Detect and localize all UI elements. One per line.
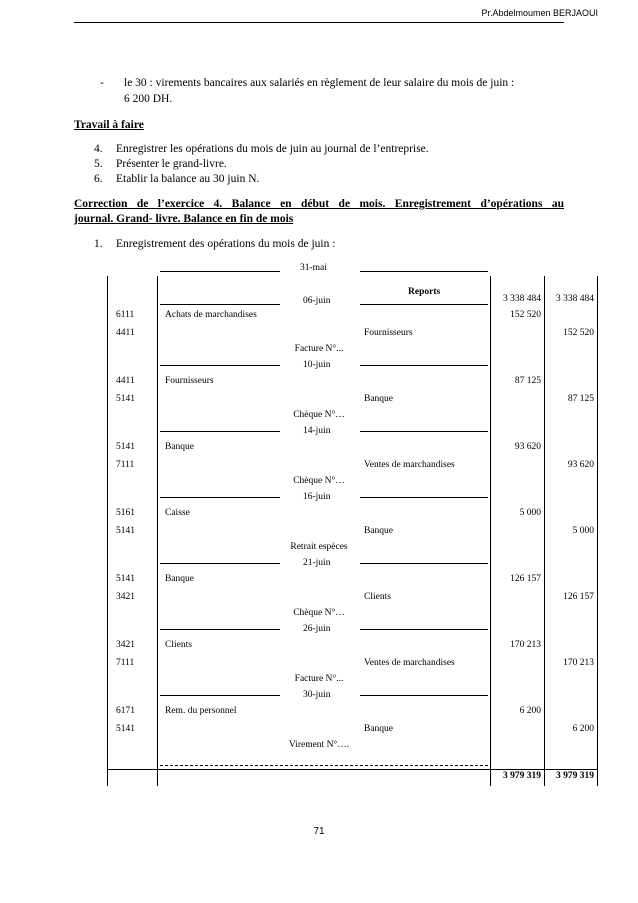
travail-item-number: 4. xyxy=(94,143,103,155)
credit-account-number: 5141 xyxy=(116,526,135,536)
credit-account-label: Banque xyxy=(364,394,394,404)
date-rule-left xyxy=(160,271,280,272)
debit-amount: 6 200 xyxy=(519,706,541,716)
entry-date: 10-juin xyxy=(303,360,331,370)
travail-item-number: 6. xyxy=(94,173,103,185)
date-rule-right xyxy=(360,563,488,564)
debit-amount: 93 620 xyxy=(514,442,541,452)
entry-reference: Facture N°... xyxy=(294,344,344,354)
debit-account-label: Clients xyxy=(165,640,192,650)
debit-amount: 5 000 xyxy=(519,508,541,518)
date-rule-left xyxy=(160,431,280,432)
credit-account-label: Clients xyxy=(364,592,391,602)
travail-item-number: 5. xyxy=(94,158,103,170)
travail-title: Travail à faire xyxy=(74,119,144,131)
intro-line-1: le 30 : virements bancaires aux salariés en règlement de leur salaire du mois de juin : xyxy=(124,77,515,89)
page-number: 71 xyxy=(313,826,325,837)
date-rule-left xyxy=(160,563,280,564)
date-rule-right xyxy=(360,695,488,696)
credit-amount: 93 620 xyxy=(567,460,594,470)
credit-account-number: 4411 xyxy=(116,328,135,338)
credit-account-label: Banque xyxy=(364,724,394,734)
credit-account-label: Ventes de marchandises xyxy=(364,658,455,668)
step-text: Enregistrement des opérations du mois de juin : xyxy=(116,238,336,250)
credit-account-number: 7111 xyxy=(116,460,135,470)
debit-account-label: Rem. du personnel xyxy=(165,706,237,716)
date-rule-left xyxy=(160,629,280,630)
date-rule-right xyxy=(360,629,488,630)
date-rule-left xyxy=(160,365,280,366)
credit-amount: 5 000 xyxy=(572,526,594,536)
credit-account-number: 3421 xyxy=(116,592,135,602)
entry-date: 16-juin xyxy=(303,492,331,502)
debit-account-number: 6111 xyxy=(116,310,135,320)
entry-reference: Chèque N°… xyxy=(293,608,345,618)
opening-date: 31-mai xyxy=(300,263,327,273)
credit-account-number: 7111 xyxy=(116,658,135,668)
entry-reference: Facture N°... xyxy=(294,674,344,684)
correction-title-line-1: Correction de l’exercice 4. Balance en début de mois. Enregistrement d’opérations au xyxy=(74,198,564,210)
author-header: Pr.Abdelmoumen BERJAOUI xyxy=(481,8,598,18)
credit-account-number: 5141 xyxy=(116,724,135,734)
step-number: 1. xyxy=(94,238,103,250)
date-rule-right xyxy=(360,271,488,272)
entry-date: 26-juin xyxy=(303,624,331,634)
debit-account-number: 3421 xyxy=(116,640,135,650)
closing-rule xyxy=(160,765,488,766)
entry-reference: Retrait espèces xyxy=(290,542,348,552)
intro-dash: - xyxy=(100,77,104,89)
debit-amount: 126 157 xyxy=(510,574,541,584)
debit-amount: 152 520 xyxy=(510,310,541,320)
credit-account-number: 5141 xyxy=(116,394,135,404)
debit-account-number: 6171 xyxy=(116,706,135,716)
credit-amount: 87 125 xyxy=(567,394,594,404)
entry-reference: Virement N°…. xyxy=(288,740,350,750)
debit-account-label: Banque xyxy=(165,442,195,452)
entry-date: 14-juin xyxy=(303,426,331,436)
credit-amount: 152 520 xyxy=(563,328,594,338)
travail-item-text: Enregistrer les opérations du mois de juin au journal de l’entreprise. xyxy=(116,143,429,155)
date-rule-right xyxy=(360,431,488,432)
debit-account-number: 5141 xyxy=(116,574,135,584)
header-rule xyxy=(74,22,564,23)
debit-amount: 170 213 xyxy=(510,640,541,650)
date-rule-right xyxy=(360,304,488,305)
debit-account-label: Caisse xyxy=(165,508,190,518)
opening-label: Reports xyxy=(408,287,441,297)
correction-title-line-2: journal. Grand- livre. Balance en fin de mois xyxy=(74,213,294,225)
date-rule-right xyxy=(360,497,488,498)
date-rule-left xyxy=(160,695,280,696)
credit-amount: 126 157 xyxy=(563,592,594,602)
total-credit: 3 979 319 xyxy=(556,771,594,781)
travail-item-text: Etablir la balance au 30 juin N. xyxy=(116,173,260,185)
debit-account-number: 4411 xyxy=(116,376,135,386)
debit-account-label: Banque xyxy=(165,574,195,584)
total-debit: 3 979 319 xyxy=(503,771,541,781)
opening-credit: 3 338 484 xyxy=(556,294,594,304)
totals-rule xyxy=(107,769,597,770)
credit-amount: 170 213 xyxy=(563,658,594,668)
debit-account-label: Achats de marchandises xyxy=(165,310,257,320)
credit-account-label: Fournisseurs xyxy=(364,328,413,338)
debit-account-number: 5141 xyxy=(116,442,135,452)
opening-debit: 3 338 484 xyxy=(503,294,541,304)
date-rule-left xyxy=(160,304,280,305)
credit-account-label: Banque xyxy=(364,526,394,536)
debit-account-label: Fournisseurs xyxy=(165,376,214,386)
debit-amount: 87 125 xyxy=(514,376,541,386)
entry-date: 30-juin xyxy=(303,690,331,700)
credit-account-label: Ventes de marchandises xyxy=(364,460,455,470)
entry-date: 21-juin xyxy=(303,558,331,568)
entry-date: 06-juin xyxy=(303,296,331,306)
date-rule-left xyxy=(160,497,280,498)
entry-reference: Chèque N°… xyxy=(293,476,345,486)
credit-amount: 6 200 xyxy=(572,724,594,734)
debit-account-number: 5161 xyxy=(116,508,135,518)
entry-reference: Chèque N°… xyxy=(293,410,345,420)
date-rule-right xyxy=(360,365,488,366)
travail-item-text: Présenter le grand-livre. xyxy=(116,158,227,170)
intro-line-2: 6 200 DH. xyxy=(124,93,173,105)
